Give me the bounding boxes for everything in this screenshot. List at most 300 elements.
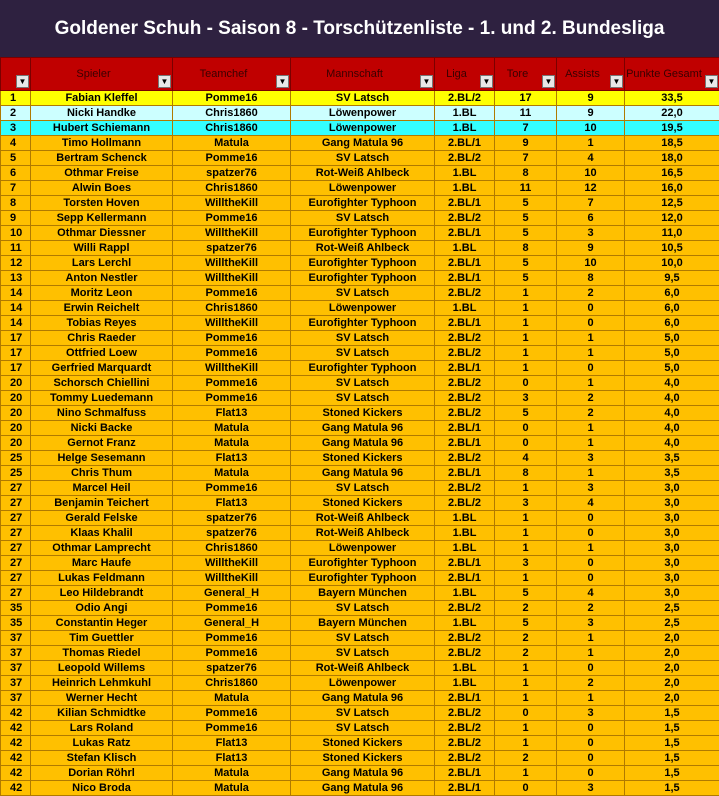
cell-teamchef[interactable]: Pomme16 <box>173 151 291 166</box>
cell-mannschaft[interactable]: SV Latsch <box>291 151 435 166</box>
cell-tore[interactable]: 0 <box>495 376 557 391</box>
cell-spieler[interactable]: Marcel Heil <box>31 481 173 496</box>
cell-teamchef[interactable]: Chris1860 <box>173 301 291 316</box>
cell-tore[interactable]: 1 <box>495 571 557 586</box>
cell-mannschaft[interactable]: Eurofighter Typhoon <box>291 271 435 286</box>
cell-liga[interactable]: 1.BL <box>435 166 495 181</box>
table-row[interactable] <box>1 781 719 796</box>
cell-assists[interactable]: 8 <box>557 271 625 286</box>
table-row[interactable] <box>1 376 719 391</box>
cell-punkte[interactable]: 3,0 <box>625 496 719 511</box>
cell-teamchef[interactable]: WilltheKill <box>173 226 291 241</box>
cell-teamchef[interactable]: Pomme16 <box>173 631 291 646</box>
cell-punkte[interactable]: 5,0 <box>625 361 719 376</box>
cell-liga[interactable]: 2.BL/2 <box>435 721 495 736</box>
cell-liga[interactable]: 1.BL <box>435 661 495 676</box>
cell-assists[interactable]: 4 <box>557 586 625 601</box>
cell-mannschaft[interactable]: Bayern München <box>291 586 435 601</box>
cell-mannschaft[interactable]: Eurofighter Typhoon <box>291 571 435 586</box>
cell-tore[interactable]: 8 <box>495 241 557 256</box>
cell-assists[interactable]: 12 <box>557 181 625 196</box>
cell-assists[interactable]: 0 <box>557 571 625 586</box>
cell-assists[interactable]: 0 <box>557 721 625 736</box>
cell-spieler[interactable]: Nicki Backe <box>31 421 173 436</box>
cell-punkte[interactable]: 3,0 <box>625 556 719 571</box>
cell-mannschaft[interactable]: SV Latsch <box>291 331 435 346</box>
cell-rank[interactable]: 27 <box>1 541 31 556</box>
cell-punkte[interactable]: 3,0 <box>625 481 719 496</box>
cell-assists[interactable]: 1 <box>557 346 625 361</box>
cell-tore[interactable]: 5 <box>495 271 557 286</box>
cell-tore[interactable]: 1 <box>495 511 557 526</box>
cell-rank[interactable]: 42 <box>1 736 31 751</box>
table-row[interactable] <box>1 541 719 556</box>
cell-spieler[interactable]: Chris Thum <box>31 466 173 481</box>
cell-liga[interactable]: 2.BL/1 <box>435 466 495 481</box>
cell-punkte[interactable]: 9,5 <box>625 271 719 286</box>
cell-spieler[interactable]: Leo Hildebrandt <box>31 586 173 601</box>
cell-spieler[interactable]: Klaas Khalil <box>31 526 173 541</box>
cell-assists[interactable]: 9 <box>557 91 625 106</box>
cell-tore[interactable]: 9 <box>495 136 557 151</box>
cell-teamchef[interactable]: Matula <box>173 436 291 451</box>
cell-liga[interactable]: 2.BL/1 <box>435 766 495 781</box>
cell-mannschaft[interactable]: SV Latsch <box>291 91 435 106</box>
dropdown-arrow-icon[interactable]: ▼ <box>705 75 718 88</box>
cell-teamchef[interactable]: Matula <box>173 466 291 481</box>
cell-liga[interactable]: 2.BL/2 <box>435 751 495 766</box>
table-row[interactable] <box>1 766 719 781</box>
cell-rank[interactable]: 20 <box>1 391 31 406</box>
cell-teamchef[interactable]: Chris1860 <box>173 181 291 196</box>
cell-spieler[interactable]: Marc Haufe <box>31 556 173 571</box>
table-row[interactable] <box>1 241 719 256</box>
cell-punkte[interactable]: 3,0 <box>625 511 719 526</box>
cell-liga[interactable]: 2.BL/2 <box>435 601 495 616</box>
cell-liga[interactable]: 2.BL/2 <box>435 496 495 511</box>
cell-liga[interactable]: 2.BL/2 <box>435 286 495 301</box>
cell-assists[interactable]: 0 <box>557 661 625 676</box>
cell-mannschaft[interactable]: SV Latsch <box>291 706 435 721</box>
cell-spieler[interactable]: Lukas Feldmann <box>31 571 173 586</box>
cell-mannschaft[interactable]: Eurofighter Typhoon <box>291 256 435 271</box>
cell-mannschaft[interactable]: Eurofighter Typhoon <box>291 226 435 241</box>
table-row[interactable] <box>1 331 719 346</box>
cell-spieler[interactable]: Willi Rappl <box>31 241 173 256</box>
cell-assists[interactable]: 0 <box>557 751 625 766</box>
cell-spieler[interactable]: Anton Nestler <box>31 271 173 286</box>
cell-mannschaft[interactable]: Rot-Weiß Ahlbeck <box>291 511 435 526</box>
cell-tore[interactable]: 8 <box>495 166 557 181</box>
cell-punkte[interactable]: 4,0 <box>625 406 719 421</box>
cell-tore[interactable]: 0 <box>495 421 557 436</box>
cell-punkte[interactable]: 2,0 <box>625 661 719 676</box>
cell-liga[interactable]: 1.BL <box>435 181 495 196</box>
cell-teamchef[interactable]: Matula <box>173 781 291 796</box>
cell-spieler[interactable]: Stefan Klisch <box>31 751 173 766</box>
cell-rank[interactable]: 20 <box>1 436 31 451</box>
cell-rank[interactable]: 3 <box>1 121 31 136</box>
cell-assists[interactable]: 0 <box>557 511 625 526</box>
cell-teamchef[interactable]: Flat13 <box>173 451 291 466</box>
cell-teamchef[interactable]: Pomme16 <box>173 286 291 301</box>
cell-tore[interactable]: 1 <box>495 301 557 316</box>
cell-rank[interactable]: 4 <box>1 136 31 151</box>
cell-tore[interactable]: 5 <box>495 586 557 601</box>
cell-rank[interactable]: 42 <box>1 706 31 721</box>
cell-punkte[interactable]: 4,0 <box>625 436 719 451</box>
cell-spieler[interactable]: Nino Schmalfuss <box>31 406 173 421</box>
cell-assists[interactable]: 9 <box>557 106 625 121</box>
cell-liga[interactable]: 2.BL/1 <box>435 556 495 571</box>
cell-tore[interactable]: 1 <box>495 736 557 751</box>
cell-assists[interactable]: 0 <box>557 556 625 571</box>
cell-punkte[interactable]: 3,5 <box>625 466 719 481</box>
cell-rank[interactable]: 42 <box>1 781 31 796</box>
cell-teamchef[interactable]: Pomme16 <box>173 601 291 616</box>
table-row[interactable] <box>1 151 719 166</box>
cell-tore[interactable]: 3 <box>495 556 557 571</box>
cell-mannschaft[interactable]: Eurofighter Typhoon <box>291 316 435 331</box>
cell-assists[interactable]: 1 <box>557 436 625 451</box>
cell-rank[interactable]: 27 <box>1 481 31 496</box>
cell-teamchef[interactable]: Chris1860 <box>173 541 291 556</box>
cell-teamchef[interactable]: spatzer76 <box>173 661 291 676</box>
cell-mannschaft[interactable]: Eurofighter Typhoon <box>291 556 435 571</box>
table-row[interactable] <box>1 526 719 541</box>
cell-liga[interactable]: 2.BL/1 <box>435 136 495 151</box>
cell-liga[interactable]: 2.BL/1 <box>435 196 495 211</box>
cell-tore[interactable]: 1 <box>495 526 557 541</box>
table-row[interactable] <box>1 751 719 766</box>
cell-rank[interactable]: 35 <box>1 601 31 616</box>
cell-liga[interactable]: 2.BL/2 <box>435 331 495 346</box>
cell-rank[interactable]: 20 <box>1 406 31 421</box>
cell-mannschaft[interactable]: Bayern München <box>291 616 435 631</box>
cell-assists[interactable]: 2 <box>557 676 625 691</box>
cell-teamchef[interactable]: Chris1860 <box>173 106 291 121</box>
cell-mannschaft[interactable]: Gang Matula 96 <box>291 136 435 151</box>
cell-teamchef[interactable]: WilltheKill <box>173 361 291 376</box>
cell-punkte[interactable]: 22,0 <box>625 106 719 121</box>
cell-teamchef[interactable]: spatzer76 <box>173 241 291 256</box>
table-row[interactable] <box>1 136 719 151</box>
cell-teamchef[interactable]: Pomme16 <box>173 721 291 736</box>
table-row[interactable] <box>1 631 719 646</box>
cell-spieler[interactable]: Torsten Hoven <box>31 196 173 211</box>
cell-assists[interactable]: 1 <box>557 331 625 346</box>
cell-liga[interactable]: 2.BL/2 <box>435 391 495 406</box>
cell-rank[interactable]: 17 <box>1 346 31 361</box>
cell-punkte[interactable]: 2,0 <box>625 676 719 691</box>
table-row[interactable] <box>1 586 719 601</box>
table-row[interactable] <box>1 361 719 376</box>
cell-punkte[interactable]: 10,0 <box>625 256 719 271</box>
cell-teamchef[interactable]: WilltheKill <box>173 196 291 211</box>
table-row[interactable] <box>1 616 719 631</box>
table-row[interactable] <box>1 556 719 571</box>
cell-liga[interactable]: 1.BL <box>435 586 495 601</box>
table-row[interactable] <box>1 346 719 361</box>
cell-tore[interactable]: 1 <box>495 361 557 376</box>
cell-rank[interactable]: 42 <box>1 721 31 736</box>
cell-mannschaft[interactable]: SV Latsch <box>291 721 435 736</box>
cell-spieler[interactable]: Gerfried Marquardt <box>31 361 173 376</box>
cell-assists[interactable]: 2 <box>557 406 625 421</box>
cell-assists[interactable]: 10 <box>557 256 625 271</box>
table-row[interactable] <box>1 676 719 691</box>
table-row[interactable] <box>1 166 719 181</box>
cell-tore[interactable]: 2 <box>495 631 557 646</box>
cell-rank[interactable]: 27 <box>1 511 31 526</box>
cell-teamchef[interactable]: Pomme16 <box>173 211 291 226</box>
cell-tore[interactable]: 1 <box>495 676 557 691</box>
cell-punkte[interactable]: 1,5 <box>625 706 719 721</box>
cell-teamchef[interactable]: spatzer76 <box>173 166 291 181</box>
cell-tore[interactable]: 0 <box>495 781 557 796</box>
cell-assists[interactable]: 9 <box>557 241 625 256</box>
cell-punkte[interactable]: 1,5 <box>625 736 719 751</box>
cell-rank[interactable]: 7 <box>1 181 31 196</box>
cell-liga[interactable]: 2.BL/1 <box>435 316 495 331</box>
cell-assists[interactable]: 0 <box>557 766 625 781</box>
cell-rank[interactable]: 14 <box>1 301 31 316</box>
cell-rank[interactable]: 13 <box>1 271 31 286</box>
dropdown-arrow-icon[interactable]: ▼ <box>276 75 289 88</box>
table-row[interactable] <box>1 646 719 661</box>
cell-punkte[interactable]: 12,5 <box>625 196 719 211</box>
cell-teamchef[interactable]: Pomme16 <box>173 346 291 361</box>
cell-teamchef[interactable]: Pomme16 <box>173 331 291 346</box>
cell-spieler[interactable]: Fabian Kleffel <box>31 91 173 106</box>
cell-spieler[interactable]: Odio Angi <box>31 601 173 616</box>
cell-assists[interactable]: 3 <box>557 781 625 796</box>
cell-assists[interactable]: 0 <box>557 736 625 751</box>
cell-mannschaft[interactable]: SV Latsch <box>291 631 435 646</box>
cell-rank[interactable]: 20 <box>1 421 31 436</box>
cell-tore[interactable]: 1 <box>495 316 557 331</box>
cell-tore[interactable]: 0 <box>495 436 557 451</box>
cell-liga[interactable]: 2.BL/2 <box>435 376 495 391</box>
cell-punkte[interactable]: 3,5 <box>625 451 719 466</box>
table-row[interactable] <box>1 196 719 211</box>
cell-assists[interactable]: 1 <box>557 631 625 646</box>
dropdown-arrow-icon[interactable]: ▼ <box>420 75 433 88</box>
cell-teamchef[interactable]: spatzer76 <box>173 526 291 541</box>
cell-spieler[interactable]: Leopold Willems <box>31 661 173 676</box>
cell-liga[interactable]: 2.BL/2 <box>435 481 495 496</box>
cell-liga[interactable]: 2.BL/1 <box>435 271 495 286</box>
cell-tore[interactable]: 7 <box>495 151 557 166</box>
cell-teamchef[interactable]: WilltheKill <box>173 316 291 331</box>
cell-punkte[interactable]: 4,0 <box>625 421 719 436</box>
cell-rank[interactable]: 5 <box>1 151 31 166</box>
cell-punkte[interactable]: 2,5 <box>625 616 719 631</box>
cell-punkte[interactable]: 11,0 <box>625 226 719 241</box>
cell-spieler[interactable]: Othmar Freise <box>31 166 173 181</box>
cell-liga[interactable]: 2.BL/1 <box>435 256 495 271</box>
cell-liga[interactable]: 2.BL/1 <box>435 226 495 241</box>
table-row[interactable] <box>1 271 719 286</box>
dropdown-arrow-icon[interactable]: ▼ <box>16 75 29 88</box>
cell-punkte[interactable]: 18,0 <box>625 151 719 166</box>
cell-mannschaft[interactable]: Löwenpower <box>291 181 435 196</box>
cell-tore[interactable]: 11 <box>495 181 557 196</box>
cell-rank[interactable]: 20 <box>1 376 31 391</box>
cell-spieler[interactable]: Thomas Riedel <box>31 646 173 661</box>
cell-teamchef[interactable]: Pomme16 <box>173 91 291 106</box>
cell-rank[interactable]: 12 <box>1 256 31 271</box>
cell-mannschaft[interactable]: SV Latsch <box>291 646 435 661</box>
cell-rank[interactable]: 42 <box>1 766 31 781</box>
cell-mannschaft[interactable]: Gang Matula 96 <box>291 466 435 481</box>
cell-punkte[interactable]: 4,0 <box>625 376 719 391</box>
cell-tore[interactable]: 2 <box>495 751 557 766</box>
cell-mannschaft[interactable]: Eurofighter Typhoon <box>291 196 435 211</box>
cell-assists[interactable]: 0 <box>557 316 625 331</box>
cell-tore[interactable]: 5 <box>495 616 557 631</box>
cell-teamchef[interactable]: spatzer76 <box>173 511 291 526</box>
cell-liga[interactable]: 1.BL <box>435 526 495 541</box>
cell-liga[interactable]: 1.BL <box>435 241 495 256</box>
cell-liga[interactable]: 2.BL/2 <box>435 451 495 466</box>
cell-teamchef[interactable]: Flat13 <box>173 751 291 766</box>
cell-liga[interactable]: 2.BL/1 <box>435 361 495 376</box>
cell-tore[interactable]: 1 <box>495 346 557 361</box>
cell-liga[interactable]: 2.BL/1 <box>435 691 495 706</box>
cell-punkte[interactable]: 1,5 <box>625 751 719 766</box>
table-row[interactable] <box>1 496 719 511</box>
cell-teamchef[interactable]: Pomme16 <box>173 646 291 661</box>
cell-spieler[interactable]: Othmar Diessner <box>31 226 173 241</box>
table-row[interactable] <box>1 691 719 706</box>
cell-teamchef[interactable]: WilltheKill <box>173 571 291 586</box>
cell-tore[interactable]: 1 <box>495 286 557 301</box>
cell-rank[interactable]: 6 <box>1 166 31 181</box>
cell-tore[interactable]: 8 <box>495 466 557 481</box>
dropdown-arrow-icon[interactable]: ▼ <box>542 75 555 88</box>
table-row[interactable] <box>1 316 719 331</box>
table-row[interactable] <box>1 106 719 121</box>
cell-tore[interactable]: 11 <box>495 106 557 121</box>
table-row[interactable] <box>1 286 719 301</box>
cell-spieler[interactable]: Heinrich Lehmkuhl <box>31 676 173 691</box>
cell-teamchef[interactable]: General_H <box>173 586 291 601</box>
cell-mannschaft[interactable]: Rot-Weiß Ahlbeck <box>291 166 435 181</box>
cell-liga[interactable]: 1.BL <box>435 676 495 691</box>
cell-tore[interactable]: 5 <box>495 211 557 226</box>
cell-liga[interactable]: 2.BL/2 <box>435 736 495 751</box>
cell-assists[interactable]: 3 <box>557 706 625 721</box>
cell-spieler[interactable]: Gerald Felske <box>31 511 173 526</box>
table-row[interactable] <box>1 571 719 586</box>
cell-punkte[interactable]: 6,0 <box>625 316 719 331</box>
cell-rank[interactable]: 9 <box>1 211 31 226</box>
cell-rank[interactable]: 14 <box>1 316 31 331</box>
cell-tore[interactable]: 1 <box>495 661 557 676</box>
cell-tore[interactable]: 5 <box>495 406 557 421</box>
cell-tore[interactable]: 5 <box>495 256 557 271</box>
cell-tore[interactable]: 3 <box>495 391 557 406</box>
cell-tore[interactable]: 17 <box>495 91 557 106</box>
cell-rank[interactable]: 27 <box>1 571 31 586</box>
cell-rank[interactable]: 17 <box>1 361 31 376</box>
cell-teamchef[interactable]: Matula <box>173 136 291 151</box>
cell-mannschaft[interactable]: Stoned Kickers <box>291 406 435 421</box>
cell-teamchef[interactable]: WilltheKill <box>173 271 291 286</box>
cell-assists[interactable]: 1 <box>557 466 625 481</box>
table-row[interactable] <box>1 721 719 736</box>
cell-rank[interactable]: 2 <box>1 106 31 121</box>
cell-punkte[interactable]: 33,5 <box>625 91 719 106</box>
cell-punkte[interactable]: 1,5 <box>625 721 719 736</box>
cell-rank[interactable]: 37 <box>1 676 31 691</box>
cell-punkte[interactable]: 10,5 <box>625 241 719 256</box>
cell-liga[interactable]: 2.BL/1 <box>435 436 495 451</box>
cell-teamchef[interactable]: WilltheKill <box>173 256 291 271</box>
cell-punkte[interactable]: 16,5 <box>625 166 719 181</box>
table-row[interactable] <box>1 256 719 271</box>
cell-assists[interactable]: 0 <box>557 526 625 541</box>
cell-teamchef[interactable]: Matula <box>173 421 291 436</box>
cell-liga[interactable]: 2.BL/2 <box>435 631 495 646</box>
cell-punkte[interactable]: 3,0 <box>625 526 719 541</box>
cell-punkte[interactable]: 1,5 <box>625 781 719 796</box>
cell-punkte[interactable]: 19,5 <box>625 121 719 136</box>
cell-assists[interactable]: 3 <box>557 481 625 496</box>
cell-teamchef[interactable]: Pomme16 <box>173 706 291 721</box>
table-row[interactable] <box>1 181 719 196</box>
cell-spieler[interactable]: Gernot Franz <box>31 436 173 451</box>
cell-liga[interactable]: 2.BL/2 <box>435 151 495 166</box>
cell-spieler[interactable]: Benjamin Teichert <box>31 496 173 511</box>
cell-rank[interactable]: 37 <box>1 631 31 646</box>
cell-tore[interactable]: 1 <box>495 691 557 706</box>
cell-mannschaft[interactable]: Stoned Kickers <box>291 736 435 751</box>
cell-punkte[interactable]: 18,5 <box>625 136 719 151</box>
cell-rank[interactable]: 27 <box>1 556 31 571</box>
cell-mannschaft[interactable]: Löwenpower <box>291 541 435 556</box>
cell-punkte[interactable]: 5,0 <box>625 331 719 346</box>
cell-spieler[interactable]: Schorsch Chiellini <box>31 376 173 391</box>
cell-mannschaft[interactable]: SV Latsch <box>291 286 435 301</box>
cell-mannschaft[interactable]: SV Latsch <box>291 601 435 616</box>
table-row[interactable] <box>1 601 719 616</box>
cell-teamchef[interactable]: Flat13 <box>173 496 291 511</box>
cell-punkte[interactable]: 2,0 <box>625 646 719 661</box>
cell-rank[interactable]: 14 <box>1 286 31 301</box>
table-row[interactable] <box>1 436 719 451</box>
cell-tore[interactable]: 1 <box>495 766 557 781</box>
cell-assists[interactable]: 0 <box>557 361 625 376</box>
cell-tore[interactable]: 2 <box>495 601 557 616</box>
cell-assists[interactable]: 1 <box>557 541 625 556</box>
cell-mannschaft[interactable]: Gang Matula 96 <box>291 421 435 436</box>
table-row[interactable] <box>1 706 719 721</box>
cell-liga[interactable]: 1.BL <box>435 121 495 136</box>
cell-spieler[interactable]: Dorian Röhrl <box>31 766 173 781</box>
cell-rank[interactable]: 37 <box>1 646 31 661</box>
cell-mannschaft[interactable]: Eurofighter Typhoon <box>291 361 435 376</box>
table-row[interactable] <box>1 391 719 406</box>
cell-mannschaft[interactable]: SV Latsch <box>291 481 435 496</box>
cell-assists[interactable]: 3 <box>557 226 625 241</box>
cell-teamchef[interactable]: WilltheKill <box>173 556 291 571</box>
cell-rank[interactable]: 37 <box>1 661 31 676</box>
cell-mannschaft[interactable]: SV Latsch <box>291 346 435 361</box>
cell-mannschaft[interactable]: Gang Matula 96 <box>291 766 435 781</box>
cell-liga[interactable]: 1.BL <box>435 301 495 316</box>
